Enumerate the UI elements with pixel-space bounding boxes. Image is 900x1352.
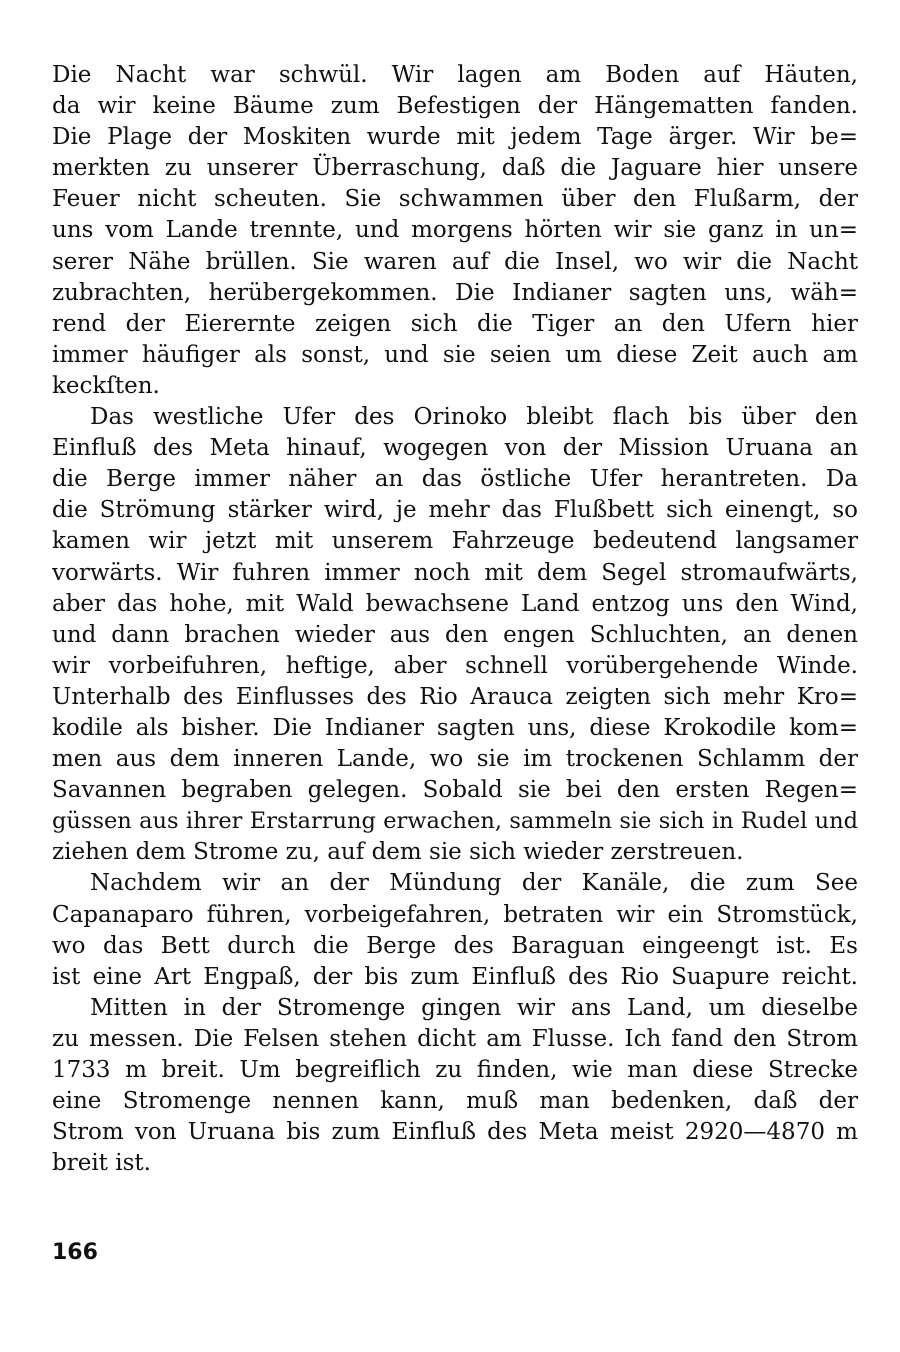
text-line: serer Nähe brüllen. Sie waren auf die Insel, wo wir die Nacht [52, 248, 858, 275]
text-line: zubrachten, herübergekommen. Die Indianer sagten uns, wäh= [52, 279, 858, 306]
text-line: rend der Eierernte zeigen sich die Tiger an den Ufern hier [52, 310, 858, 337]
paragraph-2 [52, 402, 858, 868]
text-line: eine Stromenge nennen kann, muß man bedenken, daß der [52, 1088, 858, 1115]
body-text [52, 60, 858, 1179]
text-line: die Strömung stärker wird, je mehr das Flußbett sich einengt, so [52, 497, 858, 524]
text-line: Die Nacht war schwül. Wir lagen am Boden auf Häuten, [52, 62, 858, 88]
paragraph-4 [52, 993, 858, 1180]
text-line: Einfluß des Meta hinauf, wogegen von der Mission Uruana an [52, 435, 858, 462]
text-line: da wir keine Bäume zum Befestigen der Hängematten fanden. [52, 93, 858, 120]
text-line: Strom von Uruana bis zum Einfluß des Meta meist 2920—4870 m [52, 1119, 858, 1146]
text-line: Feuer nicht scheuten. Sie schwammen über den Flußarm, der [52, 186, 858, 213]
text-line: breit ist. [52, 1150, 151, 1177]
text-line: Das westliche Ufer des Orinoko bleibt flach bis über den [90, 404, 858, 431]
text-line: Mitten in der Stromenge gingen wir ans Land, um dieselbe [90, 994, 858, 1021]
text-line: aber das hohe, mit Wald bewachsene Land entzog uns den Wind, [52, 590, 858, 617]
text-line: güssen aus ihrer Erstarrung erwachen, sammeln sie sich in Rudel und [52, 808, 858, 835]
text-line: uns vom Lande trennte, und morgens hörten wir sie ganz in un= [52, 217, 858, 244]
text-line: wir vorbeifuhren, heftige, aber schnell vorübergehende Winde. [52, 652, 858, 679]
text-line: Nachdem wir an der Mündung der Kanäle, die zum See [90, 870, 858, 897]
paragraph-1 [52, 60, 858, 402]
text-line: vorwärts. Wir fuhren immer noch mit dem Segel stromaufwärts, [52, 559, 858, 586]
text-line: kamen wir jetzt mit unserem Fahrzeuge bedeutend langsamer [52, 528, 858, 555]
paragraph-3 [52, 868, 858, 992]
text-line: ist eine Art Engpaß, der bis zum Einfluß des Rio Suapure reicht. [52, 963, 858, 990]
text-line: merkten zu unserer Überraschung, daß die Jaguare hier unsere [52, 155, 858, 182]
text-line: Savannen begraben gelegen. Sobald sie bei den ersten Regen= [52, 777, 858, 804]
text-line: keckſten. [52, 372, 160, 399]
text-line: und dann brachen wieder aus den engen Schluchten, an denen [52, 621, 858, 648]
text-line: men aus dem inneren Lande, wo sie im trockenen Schlamm der [52, 746, 858, 773]
text-line: Capanaparo führen, vorbeigefahren, betraten wir ein Stromstück, [52, 901, 858, 928]
text-line: 1733 m breit. Um begreiflich zu finden, wie man diese Strecke [52, 1057, 858, 1083]
text-line: Die Plage der Moskiten wurde mit jedem Tage ärger. Wir be= [52, 124, 858, 151]
page-number: 166 [52, 1240, 98, 1265]
text-line: wo das Bett durch die Berge des Baraguan eingeengt ist. Es [52, 932, 858, 959]
text-line: Unterhalb des Einflusses des Rio Arauca zeigten sich mehr Kro= [52, 683, 858, 710]
text-line: die Berge immer näher an das östliche Ufer herantreten. Da [52, 466, 858, 493]
text-line: immer häufiger als sonst, und sie seien um diese Zeit auch am [52, 341, 858, 368]
text-line: ziehen dem Strome zu, auf dem sie sich wieder zerstreuen. [52, 839, 744, 866]
text-line: zu messen. Die Felsen stehen dicht am Flusse. Ich fand den Strom [52, 1025, 858, 1052]
text-line: kodile als bisher. Die Indianer sagten uns, diese Krokodile kom= [52, 714, 858, 741]
